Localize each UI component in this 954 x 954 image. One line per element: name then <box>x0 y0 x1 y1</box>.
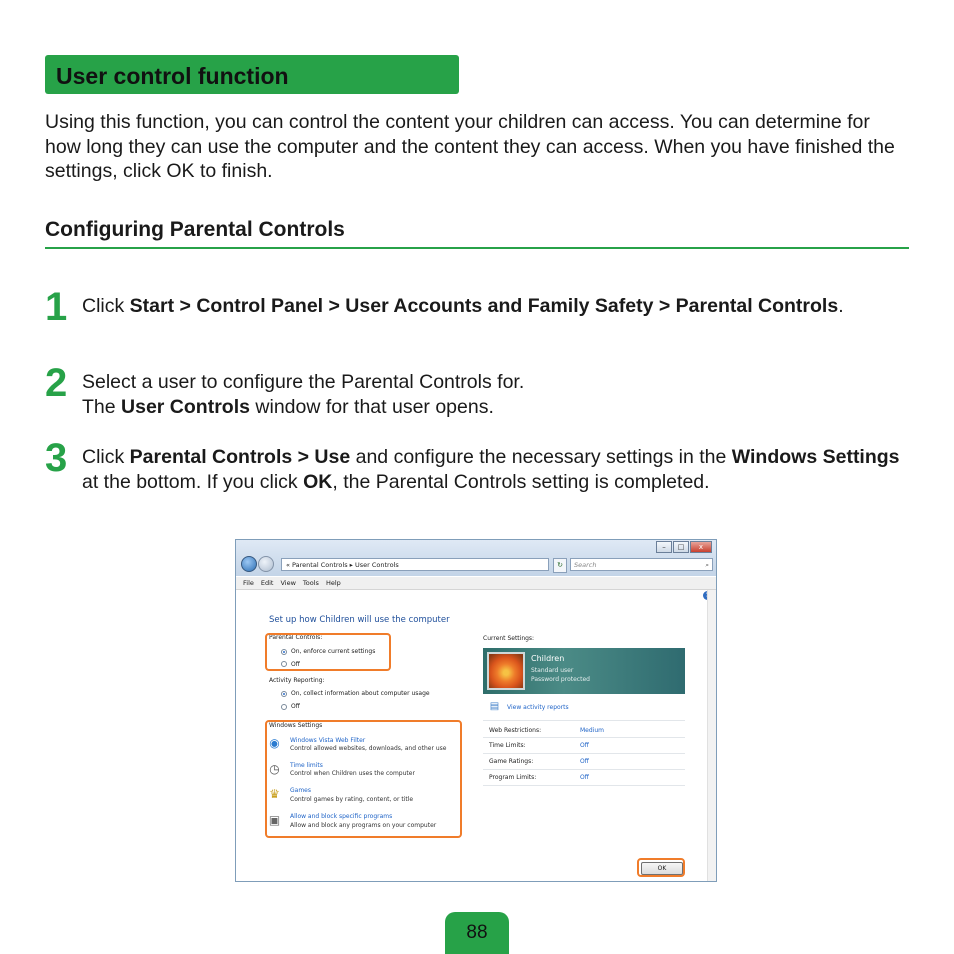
view-activity-link[interactable]: View activity reports <box>507 704 569 711</box>
clock-icon: ◷ <box>269 762 280 776</box>
step-1-text: Click Start > Control Panel > User Accounts and Family Safety > Parental Controls. <box>82 295 844 317</box>
programs-link[interactable]: Allow and block specific programs <box>290 813 393 820</box>
trophy-icon: ♛ <box>269 787 280 801</box>
user-type: Standard user <box>531 667 574 674</box>
globe-icon: ◉ <box>269 736 280 750</box>
address-bar[interactable]: « Parental Controls ▸ User Controls <box>281 558 549 571</box>
time-limits-setting-label: Time Limits: <box>489 742 526 749</box>
menu-tools[interactable]: Tools <box>302 579 319 587</box>
time-limits-link[interactable]: Time limits <box>290 762 323 769</box>
games-link[interactable]: Games <box>290 787 311 794</box>
user-controls-screenshot <box>235 539 717 882</box>
minimize-button[interactable]: – <box>656 541 672 553</box>
user-status: Password protected <box>531 676 590 683</box>
web-restrictions-label: Web Restrictions: <box>489 727 542 734</box>
parental-on-label: On, enforce current settings <box>291 648 376 655</box>
content-heading: Set up how Children will use the computer <box>269 615 450 625</box>
menu-help[interactable]: Help <box>325 579 341 587</box>
close-button[interactable]: x <box>690 541 712 553</box>
user-panel <box>483 648 685 694</box>
window-buttons <box>655 541 712 553</box>
activity-off-label: Off <box>291 703 300 710</box>
back-arrow-icon[interactable] <box>241 556 257 572</box>
current-settings-label: Current Settings: <box>483 635 535 642</box>
program-limits-label: Program Limits: <box>489 774 537 781</box>
refresh-icon[interactable]: ↻ <box>553 558 567 573</box>
intro-paragraph: Using this function, you can control the content your children can access. You can determine for how long they can use the computer and the content they can access. When you have finished the settings, click OK to finish. <box>45 111 895 182</box>
web-filter-desc: Control allowed websites, downloads, and other use <box>290 745 447 752</box>
parental-controls-label: Parental Controls: <box>269 634 323 641</box>
step-2-number: 2 <box>45 361 68 405</box>
section-title: User control function <box>56 63 289 89</box>
games-desc: Control games by rating, content, or title <box>290 796 414 803</box>
window-titlebar <box>236 540 716 576</box>
row-divider <box>483 769 685 770</box>
activity-on-label: On, collect information about computer usage <box>291 690 430 697</box>
activity-reporting-label: Activity Reporting: <box>269 677 325 684</box>
row-divider <box>483 720 685 721</box>
menu-view[interactable]: View <box>280 579 296 587</box>
web-filter-link[interactable]: Windows Vista Web Filter <box>290 737 366 744</box>
time-limits-setting-value: Off <box>580 742 589 749</box>
time-limits-desc: Control when Children uses the computer <box>290 770 415 777</box>
forward-arrow-icon[interactable] <box>258 556 274 572</box>
step-1-number: 1 <box>45 285 68 329</box>
menu-edit[interactable]: Edit <box>260 579 274 587</box>
activity-on-radio[interactable] <box>281 691 287 697</box>
step-3-text: Click Parental Controls > Use and configure the necessary settings in the Windows Settings at the bottom. If you click OK, the Parental Controls setting is completed. <box>82 446 900 493</box>
maximize-button[interactable]: □ <box>673 541 689 553</box>
search-input[interactable]: Search ⌕ <box>570 558 713 571</box>
page-number-tab <box>445 912 509 954</box>
program-limits-value: Off <box>580 774 589 781</box>
menu-file[interactable]: File <box>243 579 254 587</box>
row-divider <box>483 785 685 786</box>
user-avatar <box>487 652 525 690</box>
subheading: Configuring Parental Controls <box>45 218 345 241</box>
menu-bar <box>236 577 716 590</box>
game-ratings-value: Off <box>580 758 589 765</box>
activity-report-icon: ▤ <box>489 701 500 712</box>
parental-off-label: Off <box>291 661 300 668</box>
user-name: Children <box>531 654 565 663</box>
programs-desc: Allow and block any programs on your computer <box>290 822 437 829</box>
page-number: 88 <box>466 922 488 943</box>
row-divider <box>483 737 685 738</box>
game-ratings-label: Game Ratings: <box>489 758 534 765</box>
web-restrictions-value: Medium <box>580 727 604 734</box>
step-3-number: 3 <box>45 436 68 480</box>
search-icon: ⌕ <box>705 561 709 569</box>
row-divider <box>483 753 685 754</box>
subheading-rule <box>45 247 909 249</box>
parental-controls-highlight <box>265 633 391 671</box>
scrollbar[interactable] <box>707 590 716 882</box>
windows-settings-label: Windows Settings <box>269 722 323 729</box>
activity-off-radio[interactable] <box>281 704 287 710</box>
programs-icon: ▣ <box>268 813 281 827</box>
ok-button[interactable]: OK <box>641 862 683 875</box>
section-header-bar <box>45 55 459 94</box>
step-2-text: Select a user to configure the Parental Controls for. The User Controls window for that user opens. <box>82 371 525 418</box>
